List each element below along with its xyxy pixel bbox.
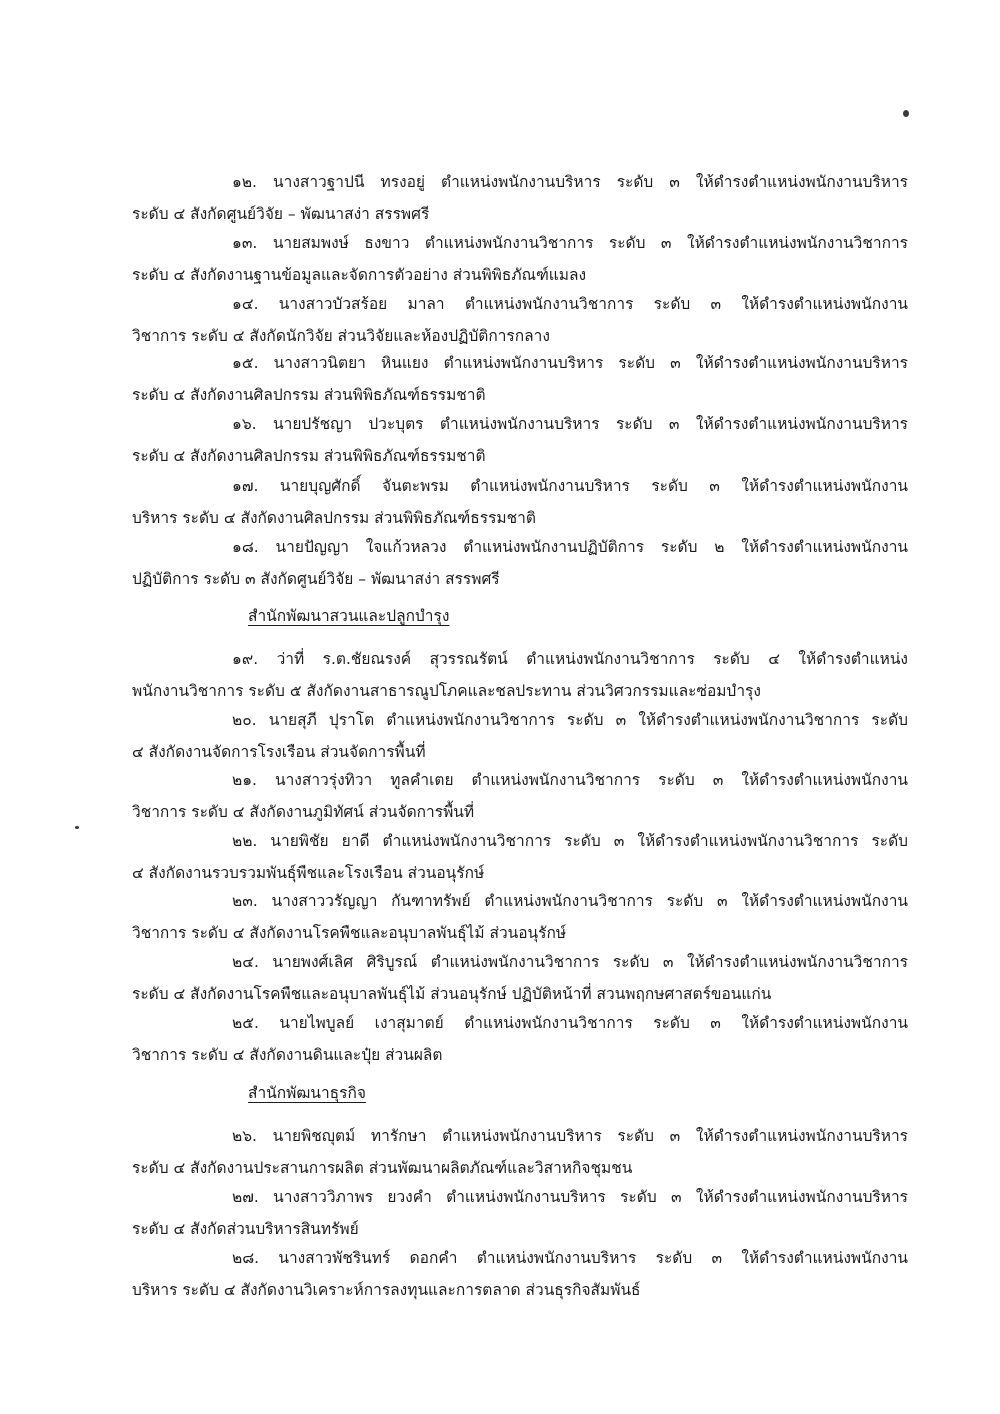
- list-item: ๒๘. นางสาวพัชรินทร์ ดอกคำ ตำแหน่งพนักงานบริหาร ระดับ ๓ ให้ดำรงตำแหน่งพนักงาน บริหาร ระดับ ๔ สังกัดงานวิเคราะห์การลงทุนและการตลาด ส่วนธุรกิจสัมพันธ์: [132, 1249, 908, 1299]
- list-item: ๒๑. นางสาวรุ่งทิวา ทูลคำเตย ตำแหน่งพนักงานวิชาการ ระดับ ๓ ให้ดำรงตำแหน่งพนักงาน วิชาการ ระดับ ๔ สังกัดงานภูมิทัศน์ ส่วนจัดการพื้นที่: [132, 771, 908, 821]
- list-item: ๑๖. นายปรัชญา ปวะบุตร ตำแหน่งพนักงานบริหาร ระดับ ๓ ให้ดำรงตำแหน่งพนักงานบริหาร ระดับ ๔ สังกัดงานศิลปกรรม ส่วนพิพิธภัณฑ์ธรรมชาติ: [132, 415, 908, 465]
- list-item: ๑๙. ว่าที่ ร.ต.ชัยณรงค์ สุวรรณรัตน์ ตำแหน่งพนักงานวิชาการ ระดับ ๔ ให้ดำรงตำแหน่ง พนักงานวิชาการ ระดับ ๕ สังกัดงานสาธารณูปโภคและชลประทาน ส่วนวิศวกรรมและซ่อมบำรุง: [132, 650, 908, 700]
- list-item: ๑๓. นายสมพงษ์ ธงขาว ตำแหน่งพนักงานวิชาการ ระดับ ๓ ให้ดำรงตำแหน่งพนักงานวิชาการ ระดับ ๔ สังกัดงานฐานข้อมูลและจัดการตัวอย่าง ส่วนพิพิธภัณฑ์แมลง: [132, 234, 908, 284]
- list-item: ๑๔. นางสาวบัวสร้อย มาลา ตำแหน่งพนักงานวิชาการ ระดับ ๓ ให้ดำรงตำแหน่งพนักงาน วิชาการ ระดับ ๔ สังกัดนักวิจัย ส่วนวิจัยและห้องปฏิบัติการกลาง: [132, 295, 908, 345]
- list-item: ๑๒. นางสาวฐาปนี ทรงอยู่ ตำแหน่งพนักงานบริหาร ระดับ ๓ ให้ดำรงตำแหน่งพนักงานบริหาร ระดับ ๔ สังกัดศูนย์วิจัย – พัฒนาสง่า สรรพศรี: [132, 173, 908, 223]
- list-item: ๒๒. นายพิชัย ยาดี ตำแหน่งพนักงานวิชาการ ระดับ ๓ ให้ดำรงตำแหน่งพนักงานวิชาการ ระดับ ๔ สังกัดงานรวบรวมพันธุ์พืชและโรงเรือน ส่วนอนุรักษ์: [132, 832, 908, 882]
- list-item: ๒๐. นายสุภี ปุราโต ตำแหน่งพนักงานวิชาการ ระดับ ๓ ให้ดำรงตำแหน่งพนักงานวิชาการ ระดับ ๔ สังกัดงานจัดการโรงเรือน ส่วนจัดการพื้นที่: [132, 711, 908, 761]
- list-item: ๑๕. นางสาวนิตยา หินแยง ตำแหน่งพนักงานบริหาร ระดับ ๓ ให้ดำรงตำแหน่งพนักงานบริหาร ระดับ ๔ สังกัดงานศิลปกรรม ส่วนพิพิธภัณฑ์ธรรมชาติ: [132, 354, 908, 404]
- list-item: ๒๔. นายพงศ์เลิศ ศิริบูรณ์ ตำแหน่งพนักงานวิชาการ ระดับ ๓ ให้ดำรงตำแหน่งพนักงานวิชาการ ระดับ ๔ สังกัดงานโรคพืชและอนุบาลพันธุ์ไม้ ส่วนอนุรักษ์ ปฏิบัติหน้าที่ สวนพฤกษศาสตร์ขอนแก่น: [132, 953, 908, 1003]
- scan-speck: [903, 110, 909, 117]
- list-item: ๒๖. นายพิชญุตม์ ทารักษา ตำแหน่งพนักงานบริหาร ระดับ ๓ ให้ดำรงตำแหน่งพนักงานบริหาร ระดับ ๔ สังกัดงานประสานการผลิต ส่วนพัฒนาผลิตภัณฑ์และวิสาหกิจชุมชน: [132, 1127, 908, 1177]
- section-heading: สำนักพัฒนาสวนและปลูกบำรุง: [248, 607, 450, 625]
- section-heading: สำนักพัฒนาธุรกิจ: [248, 1084, 366, 1102]
- scan-speck: [75, 826, 79, 829]
- list-item: ๒๕. นายไพบูลย์ เงาสุมาตย์ ตำแหน่งพนักงานวิชาการ ระดับ ๓ ให้ดำรงตำแหน่งพนักงาน วิชาการ ระดับ ๔ สังกัดงานดินและปุ๋ย ส่วนผลิต: [132, 1014, 908, 1064]
- list-item: ๑๗. นายบุญศักดิ์ จันตะพรม ตำแหน่งพนักงานบริหาร ระดับ ๓ ให้ดำรงตำแหน่งพนักงาน บริหาร ระดับ ๔ สังกัดงานศิลปกรรม ส่วนพิพิธภัณฑ์ธรรมชาติ: [132, 477, 908, 527]
- list-item: ๑๘. นายปัญญา ใจแก้วหลวง ตำแหน่งพนักงานปฏิบัติการ ระดับ ๒ ให้ดำรงตำแหน่งพนักงาน ปฏิบัติการ ระดับ ๓ สังกัดศูนย์วิจัย – พัฒนาสง่า สรรพศรี: [132, 538, 908, 588]
- list-item: ๒๗. นางสาววิภาพร ยวงคำ ตำแหน่งพนักงานบริหาร ระดับ ๓ ให้ดำรงตำแหน่งพนักงานบริหาร ระดับ ๔ สังกัดส่วนบริหารสินทรัพย์: [132, 1188, 908, 1238]
- list-item: ๒๓. นางสาววรัญญา กันฑาทรัพย์ ตำแหน่งพนักงานวิชาการ ระดับ ๓ ให้ดำรงตำแหน่งพนักงาน วิชาการ ระดับ ๔ สังกัดงานโรคพืชและอนุบาลพันธุ์ไม้ ส่วนอนุรักษ์: [132, 892, 908, 942]
